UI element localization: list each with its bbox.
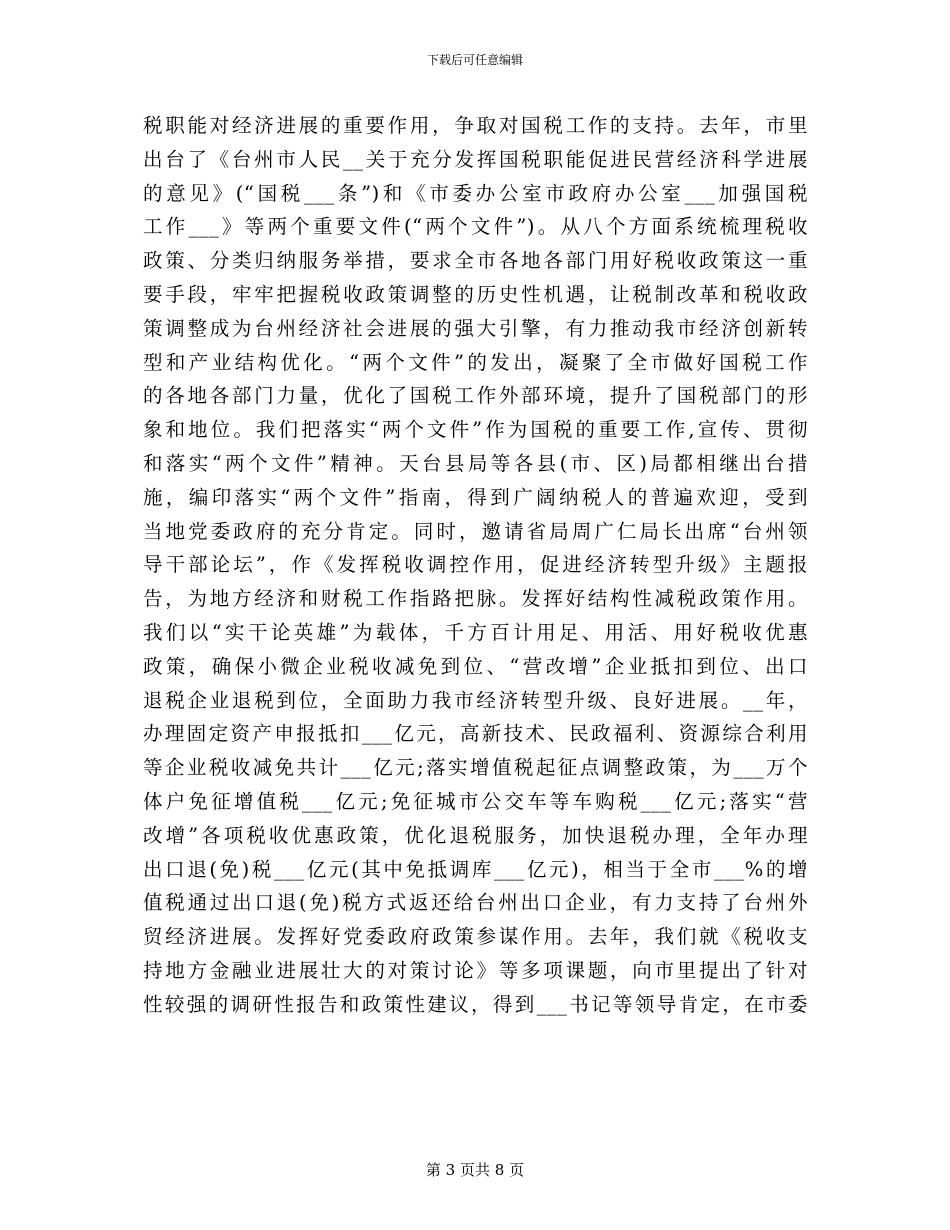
body-line: 贸经济进展。发挥好党委政府政策参谋作用。去年，我们就《税收支 — [143, 925, 808, 949]
body-line: 象和地位。我们把落实“两个文件”作为国税的重要工作,宣传、贯彻 — [143, 418, 808, 442]
body-line: 税职能对经济进展的重要作用，争取对国税工作的支持。去年，市里 — [143, 114, 808, 137]
body-line: 的各地各部门力量，优化了国税工作外部环境，提升了国税部门的形 — [143, 384, 808, 408]
document-body — [143, 109, 808, 1022]
body-line: 出台了《台州市人民__关于充分发挥国税职能促进民营经济科学进展 — [143, 147, 808, 171]
body-line: 办理固定资产申报抵扣___亿元，高新技术、民政福利、资源综合利用 — [143, 722, 808, 746]
body-line: 体户免征增值税___亿元;免征城市公交车等车购税___亿元;落实“营 — [143, 789, 808, 813]
body-line: 政策、分类归纳服务举措，要求全市各地各部门用好税收政策这一重 — [143, 249, 808, 273]
page-number: 第 3 页共 8 页 — [425, 1161, 525, 1179]
body-line: 我们以“实干论英雄”为载体，千方百计用足、用活、用好税收优惠 — [143, 620, 808, 644]
body-line: 持地方金融业进展壮大的对策讨论》等多项课题，向市里提出了针对 — [143, 958, 808, 982]
body-line: 退税企业退税到位，全面助力我市经济转型升级、良好进展。__年， — [143, 688, 808, 712]
body-line: 的意见》(“国税___条”)和《市委办公室市政府办公室___加强国税 — [143, 181, 808, 205]
page-header-note: 下载后可任意编辑 — [426, 53, 523, 67]
body-line: 导干部论坛”，作《发挥税收调控作用，促进经济转型升级》主题报 — [143, 553, 808, 577]
body-line: 和落实“两个文件”精神。天台县局等各县(市、区)局都相继出台措 — [143, 451, 808, 475]
body-line: 告，为地方经济和财税工作指路把脉。发挥好结构性减税政策作用。 — [143, 587, 808, 611]
body-line: 等企业税收减免共计___亿元;落实增值税起征点调整政策，为___万个 — [143, 756, 808, 780]
body-line: 策调整成为台州经济社会进展的强大引擎，有力推动我市经济创新转 — [143, 316, 808, 340]
body-line: 施，编印落实“两个文件”指南，得到广阔纳税人的普遍欢迎，受到 — [143, 485, 808, 509]
body-line: 改增”各项税收优惠政策，优化退税服务，加快退税办理，全年办理 — [143, 823, 808, 847]
body-line: 型和产业结构优化。“两个文件”的发出，凝聚了全市做好国税工作 — [143, 350, 808, 374]
body-line: 值税通过出口退(免)税方式返还给台州出口企业，有力支持了台州外 — [143, 891, 808, 915]
body-line: 政策，确保小微企业税收减免到位、“营改增”企业抵扣到位、出口 — [143, 654, 808, 678]
body-line: 当地党委政府的充分肯定。同时，邀请省局周广仁局长出席“台州领 — [143, 519, 808, 543]
body-line: 出口退(免)税___亿元(其中免抵调库___亿元)，相当于全市___%的增 — [143, 857, 808, 881]
body-line: 性较强的调研性报告和政策性建议，得到___书记等领导肯定，在市委 — [143, 992, 808, 1016]
body-line: 要手段，牢牢把握税收政策调整的历史性机遇，让税制改革和税收政 — [143, 282, 808, 306]
body-line: 工作___》等两个重要文件(“两个文件”)。从八个方面系统梳理税收 — [143, 215, 808, 239]
